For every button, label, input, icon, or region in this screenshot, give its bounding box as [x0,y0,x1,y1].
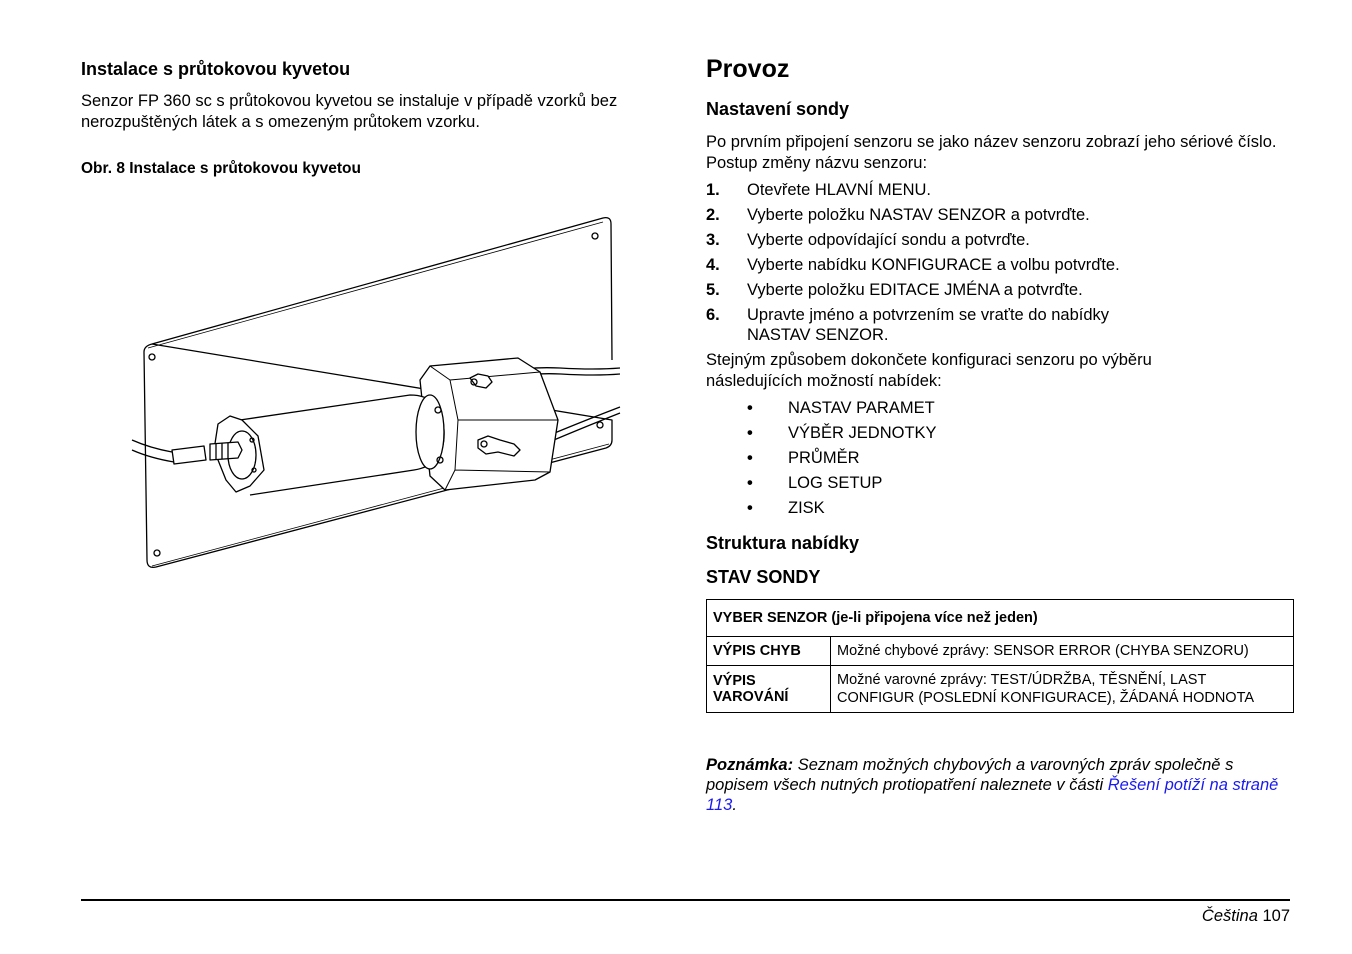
flow-cell-paragraph: Senzor FP 360 sc s průtokovou kyvetou se instaluje v případě vzorků bez nerozpuštěných látek a s omezeným průtokem vzorku. [81,92,618,131]
table-header-cell: VYBER SENZOR (je-li připojena více než jeden) [707,600,1294,637]
page-footer [1202,907,1290,926]
menu-options-list [706,398,1296,523]
table-row [707,666,1294,713]
menu-structure-table [706,599,1294,713]
list-item: • ZISK [747,499,825,517]
table-label-cell: VÝPIS CHYB [707,637,831,666]
table-value-cell: Možné varovné zprávy: TEST/ÚDRŽBA, TĚSNĚNÍ, LAST CONFIGUR (POSLEDNÍ KONFIGURACE), ŽÁDANÁ HODNOTA [831,666,1294,713]
note-text: Seznam možných chybových a varovných zpráv společně s popisem všech nutných protiopatření naleznete v části [706,756,1234,794]
table-label-cell: VÝPIS VAROVÁNÍ [707,666,831,713]
setup-intro: Po prvním připojení senzoru se jako název senzoru zobrazí jeho sériové číslo. Postup změny názvu senzoru: [706,133,1277,172]
sensor-connector [210,442,242,460]
setup-after-text: Stejným způsobem dokončete konfiguraci senzoru po výběru následujících možností nabídek: [706,351,1152,390]
section-heading-sensor-setup: Nastavení sondy [706,99,850,119]
list-item: 3. Vyberte odpovídající sondu a potvrďte. [706,231,1030,249]
list-item: 6. Upravte jméno a potvrzením se vraťte do nabídky NASTAV SENZOR. [706,306,1110,344]
list-item: 1. Otevřete HLAVNÍ MENU. [706,181,931,199]
table-value-cell: Možné chybové zprávy: SENSOR ERROR (CHYBA SENZORU) [831,637,1294,666]
section-heading-menu-structure: Struktura nabídky [706,533,860,553]
page-number: 107 [1262,907,1290,925]
note-lead: Poznámka: [706,756,794,774]
list-item: 4. Vyberte nabídku KONFIGURACE a volbu potvrďte. [706,256,1120,274]
list-item: • VÝBĚR JEDNOTKY [747,424,937,442]
table-row [707,637,1294,666]
note-paragraph: Poznámka: Seznam možných chybových a varovných zpráv společně s popisem všech nutných protiopatření naleznete v části Řešení potíží na straně 113. [706,756,1279,814]
list-item: • PRŮMĚR [747,449,860,467]
subheading-sensor-status: STAV SONDY [706,567,821,587]
list-item: 2. Vyberte položku NASTAV SENZOR a potvrďte. [706,206,1090,224]
section-heading-flow-cell: Instalace s průtokovou kyvetou [81,59,351,79]
list-item: • NASTAV PARAMET [747,399,935,417]
list-item: 5. Vyberte položku EDITACE JMÉNA a potvrďte. [706,281,1083,299]
table-row [707,600,1294,637]
page-title: Provoz [706,55,790,83]
footer-rule [81,899,1290,901]
list-item: • LOG SETUP [747,474,883,492]
figure-caption: Obr. 8 Instalace s průtokovou kyvetou [81,160,361,177]
flow-cell-installation-figure [125,210,635,580]
setup-steps-list [706,180,1296,350]
footer-language: Čeština [1201,907,1258,925]
troubleshooting-link[interactable]: Řešení potíží na straně 113 [706,776,1279,814]
